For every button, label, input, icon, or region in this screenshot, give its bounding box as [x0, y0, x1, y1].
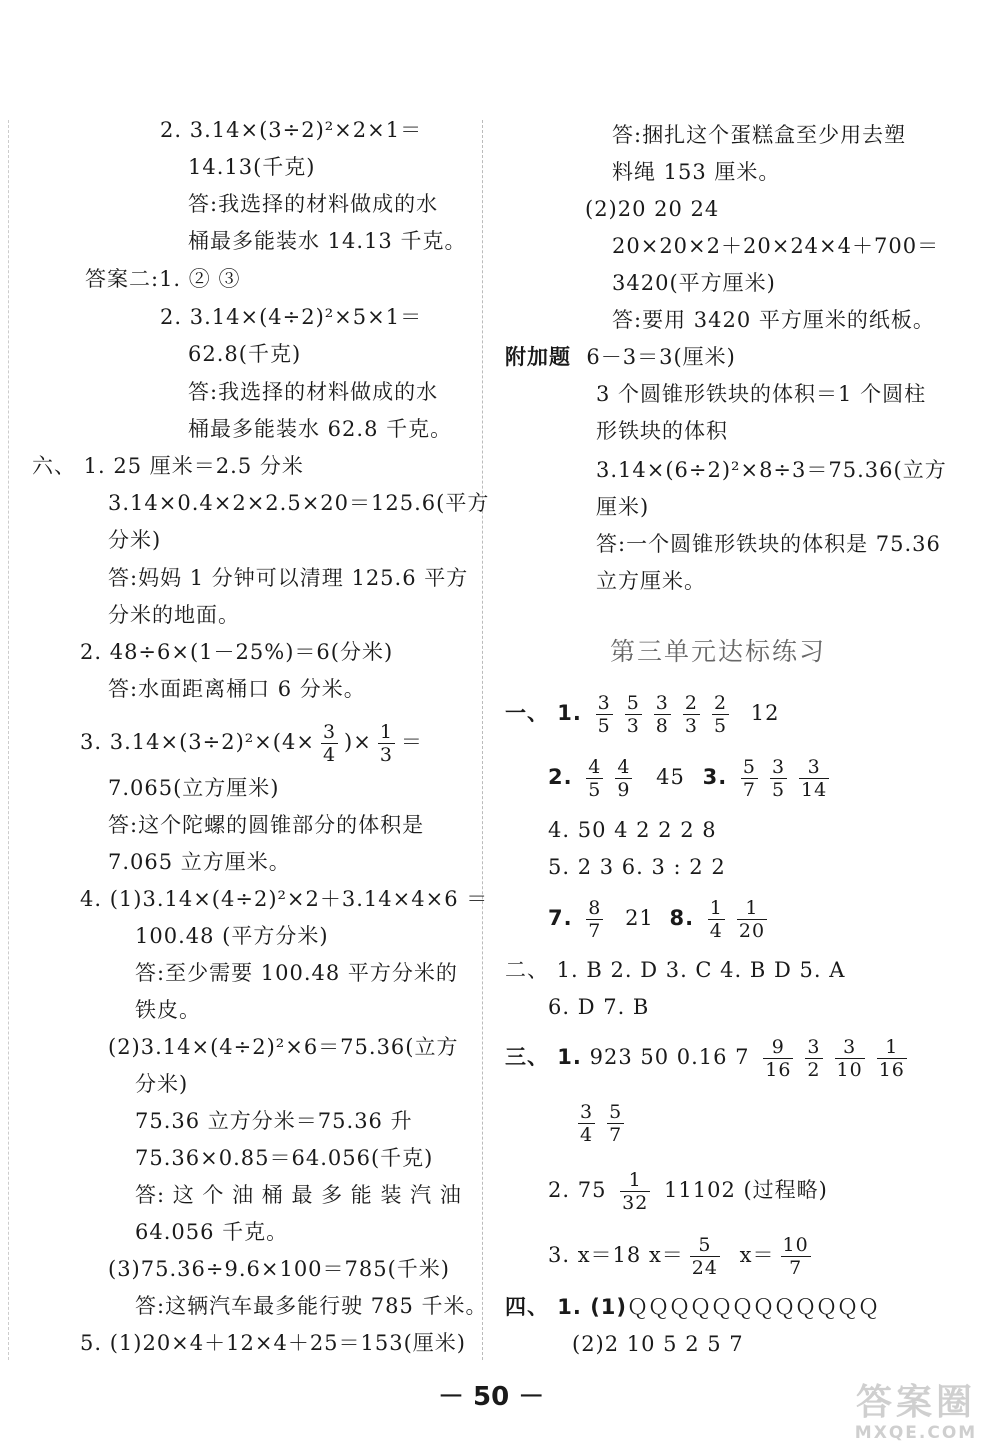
left-line-29: 答: 这 个 油 桶 最 多 能 装 汽 油: [135, 1183, 462, 1207]
left-line-28: 75.36×0.85＝64.056(千克): [135, 1146, 434, 1170]
answer-row-7: 7. $\frac{8}{7}$ 21 8. $\frac{1}{4}$ $\frac{1}{20}$: [548, 897, 766, 942]
left-line-15: 2. 48÷6×(1－25%)＝6(分米): [80, 640, 394, 664]
left-line-27: 75.36 立方分米＝75.36 升: [135, 1109, 413, 1133]
fraction: $\frac{1}{20}$: [738, 897, 766, 942]
answer-row-5: 5. 2 3 6. 3 : 2 2: [548, 855, 726, 879]
fraction: $\frac{9}{16}$: [765, 1036, 792, 1081]
right-line-10: 3.14×(6÷2)²×8÷3＝75.36(立方: [596, 458, 947, 482]
left-line-5: 答案二:1. ② ③: [85, 267, 241, 291]
left-line-13: 答:妈妈 1 分钟可以清理 125.6 平方: [108, 566, 469, 590]
fraction: $\frac{3}{10}$: [836, 1036, 863, 1081]
left-line-26: 分米): [135, 1072, 189, 1096]
left-line-21: 4. (1)3.14×(4÷2)²×2＋3.14×4×6 ＝: [80, 887, 489, 911]
column-divider: [482, 120, 483, 1360]
fraction: $\frac{5}{3}$: [626, 692, 640, 737]
answer-row-choice-1: 二、 1. B 2. D 3. C 4. B D 5. A: [505, 958, 846, 982]
answer-row-1: 一、 1. $\frac{3}{5}$ $\frac{5}{3}$ $\frac{3}{8}$ $\frac{2}{3}$ $\frac{2}{5}$ 12: [505, 692, 780, 737]
right-line-5: 3420(平方厘米): [612, 271, 776, 295]
fraction: $\frac{4}{5}$: [588, 756, 602, 801]
left-line-3: 答:我选择的材料做成的水: [188, 192, 439, 216]
left-line-9: 桶最多能装水 62.8 千克。: [188, 417, 453, 441]
left-line-6: 2. 3.14×(4÷2)²×5×1＝: [160, 305, 423, 329]
appendix-label: 附加题: [505, 345, 571, 369]
right-line-3: (2)20 20 24: [585, 197, 720, 221]
fraction: $\frac{3}{8}$: [655, 692, 669, 737]
fraction: $\frac{3}{5}$: [771, 756, 786, 801]
answer-row-calc-3: 3. x＝18 x＝ $\frac{5}{24}$ x＝ $\frac{10}{7}$: [548, 1234, 809, 1279]
fraction: $\frac{1}{4}$: [709, 897, 723, 942]
left-line-12: 分米): [108, 528, 162, 552]
right-line-1: 答:捆扎这个蛋糕盒至少用去塑: [612, 123, 907, 147]
left-line-33: 5. (1)20×4＋12×4＋25＝153(厘米): [80, 1331, 467, 1355]
fraction: $\frac{1}{32}$: [622, 1169, 649, 1214]
answer-row-calc-2: 2. 75 $\frac{1}{32}$ 11102 (过程略): [548, 1169, 828, 1214]
fraction: $\frac{4}{9}$: [617, 756, 631, 801]
right-line-11: 厘米): [596, 495, 650, 519]
left-line-10: 六、 1. 25 厘米＝2.5 分米: [32, 454, 304, 478]
left-line-25: (2)3.14×(4÷2)²×6＝75.36(立方: [108, 1035, 459, 1059]
answer-row-draw-2: (2)2 10 5 2 5 7: [572, 1332, 744, 1356]
left-line-11: 3.14×0.4×2×2.5×20＝125.6(平方: [108, 491, 490, 515]
right-line-12: 答:一个圆锥形铁块的体积是 75.36: [596, 532, 941, 556]
fraction: $\frac{5}{7}$: [742, 756, 756, 801]
fraction: $\frac{2}{5}$: [713, 692, 728, 737]
left-line-1: 2. 3.14×(3÷2)²×2×1＝: [160, 118, 423, 142]
fraction: $\frac{3}{14}$: [801, 756, 828, 801]
left-line-2: 14.13(千克): [188, 155, 316, 179]
fraction: $\frac{2}{3}$: [684, 692, 698, 737]
fraction: $\frac{5}{24}$: [691, 1234, 718, 1279]
answer-row-calc-1: 三、 1. 923 50 0.16 7 $\frac{9}{16}$ $\frac{3}{2}$ $\frac{3}{10}$ $\frac{1}{16}$: [505, 1036, 905, 1081]
left-line-7: 62.8(千克): [188, 342, 302, 366]
fraction: $\frac{8}{7}$: [588, 897, 602, 942]
right-line-6: 答:要用 3420 平方厘米的纸板。: [612, 308, 935, 332]
left-line-20: 7.065 立方厘米。: [108, 850, 291, 874]
answer-row-4: 4. 50 4 2 2 2 8: [548, 818, 717, 842]
section-title: 第三单元达标练习: [610, 637, 827, 666]
fraction: $\frac{10}{7}$: [782, 1234, 809, 1279]
page-number: － 50 －: [438, 1382, 545, 1412]
fraction: $\frac{3}{4}$: [580, 1101, 594, 1146]
left-margin-line: [8, 120, 9, 1360]
right-line-7: 附加题 6－3＝3(厘米): [505, 345, 736, 369]
answer-row-choice-2: 6. D 7. B: [548, 995, 650, 1019]
answer-row-calc-1b: [572, 1097, 630, 1147]
left-line-22: 100.48 (平方分米): [135, 924, 329, 948]
answer-row-2: 2. $\frac{4}{5}$ $\frac{4}{9}$ 45 3. $\frac{5}{7}$ $\frac{3}{5}$ $\frac{3}{14}$: [548, 756, 828, 801]
fraction: $\frac{1}{16}$: [878, 1036, 905, 1081]
right-line-8: 3 个圆锥形铁块的体积＝1 个圆柱: [596, 382, 927, 406]
left-line-23: 答:至少需要 100.48 平方分米的: [135, 961, 458, 985]
fraction: $\frac{1}{3}$: [379, 721, 393, 766]
right-line-2: 料绳 153 厘米。: [612, 160, 781, 184]
left-line-14: 分米的地面。: [108, 603, 240, 627]
right-line-13: 立方厘米。: [596, 569, 706, 593]
fraction: $\frac{3}{4}$: [322, 721, 337, 766]
left-line-31: (3)75.36÷9.6×100＝785(千米): [108, 1257, 451, 1281]
circle-drawing: ＱＱＱＱＱＱＱＱＱＱＱＱ: [627, 1295, 880, 1319]
left-line-24: 铁皮。: [135, 998, 201, 1022]
left-line-4: 桶最多能装水 14.13 千克。: [188, 229, 467, 253]
right-line-9: 形铁块的体积: [596, 419, 728, 443]
left-line-19: 答:这个陀螺的圆锥部分的体积是: [108, 813, 425, 837]
right-line-4: 20×20×2＋20×24×4＋700＝: [612, 234, 940, 258]
left-line-17: 3. 3.14×(3÷2)²×(4× $\frac{3}{4}$ )× $\frac{1}{3}$ ＝: [80, 721, 423, 766]
fraction: $\frac{3}{5}$: [597, 692, 611, 737]
answer-row-draw-1: 四、 1. (1)ＱＱＱＱＱＱＱＱＱＱＱＱ: [505, 1295, 880, 1319]
left-line-8: 答:我选择的材料做成的水: [188, 380, 439, 404]
fraction: $\frac{3}{2}$: [807, 1036, 821, 1081]
watermark-logo: 答案圈 MXQE.COM: [854, 1382, 978, 1443]
left-line-16: 答:水面距离桶口 6 分米。: [108, 677, 366, 701]
fraction: $\frac{5}{7}$: [609, 1101, 623, 1146]
left-line-30: 64.056 千克。: [135, 1220, 289, 1244]
left-line-18: 7.065(立方厘米): [108, 776, 280, 800]
left-line-32: 答:这辆汽车最多能行驶 785 千米。: [135, 1294, 488, 1318]
